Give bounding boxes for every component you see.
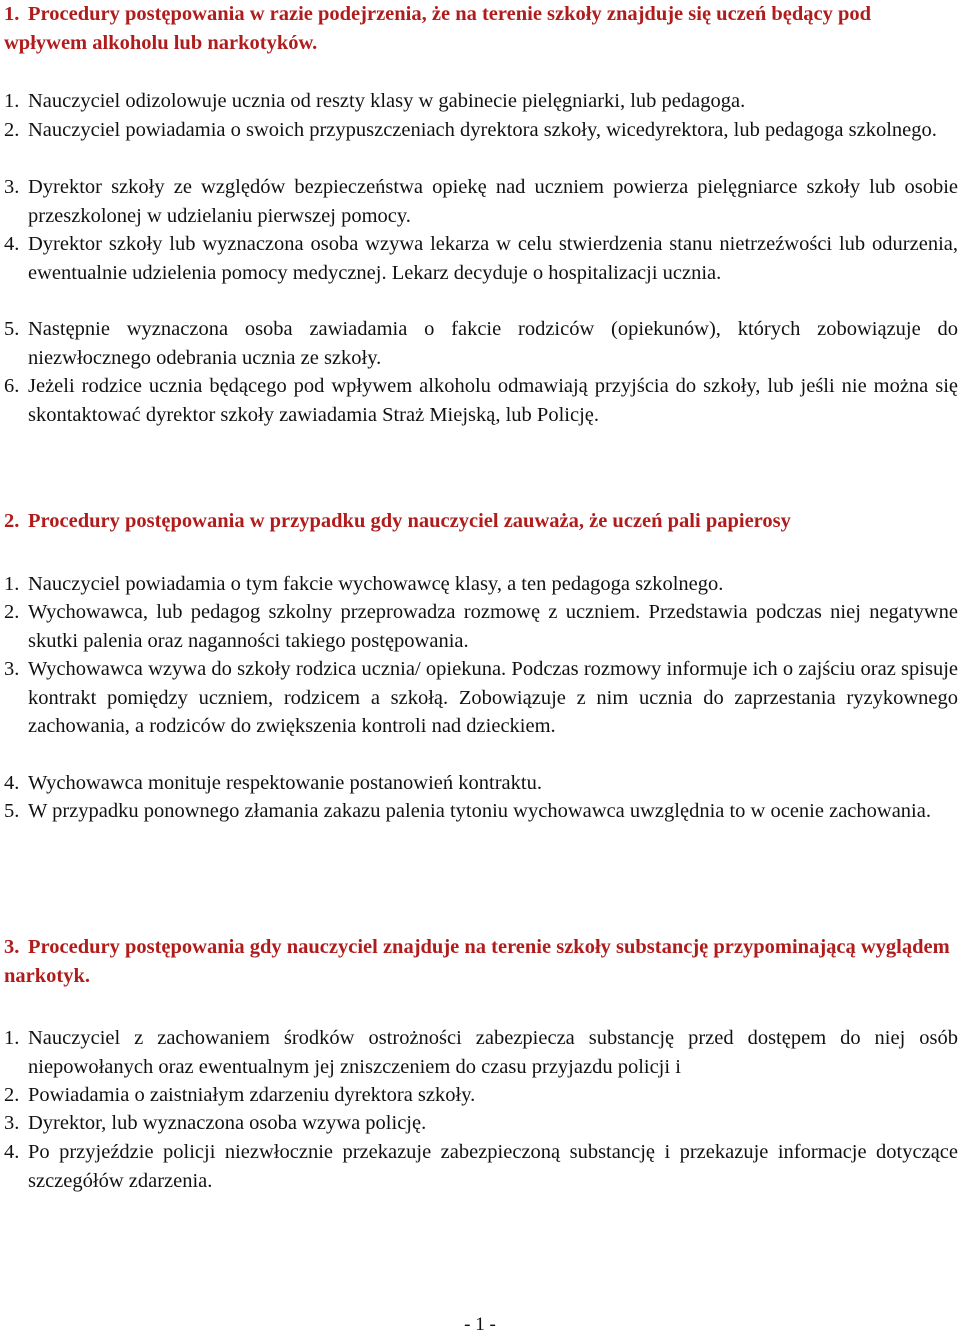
section-title: Procedury postępowania w razie podejrzenia, że na terenie szkoły znajduje się uczeń będący pod wpływem alkoholu lub narkotyków. — [4, 3, 872, 54]
item-number: 3. — [4, 658, 20, 680]
item-number: 2. — [4, 601, 20, 623]
item-text: Po przyjeździe policji niezwłocznie przekazuje zabezpieczoną substancję i przekazuje informacje dotyczące szczegółów zdarzenia. — [28, 1141, 958, 1192]
list-item — [4, 797, 958, 826]
item-number: 4. — [4, 772, 20, 794]
item-text: Nauczyciel powiadamia o tym fakcie wychowawcę klasy, a ten pedagoga szkolnego. — [28, 573, 724, 595]
list-item — [4, 173, 958, 230]
item-number: 4. — [4, 1141, 20, 1163]
item-text: Nauczyciel powiadamia o swoich przypuszczeniach dyrektora szkoły, wicedyrektora, lub pedagoga szkolnego. — [28, 119, 937, 141]
item-text: Dyrektor, lub wyznaczona osoba wzywa policję. — [28, 1112, 427, 1134]
section-number: 3. — [4, 936, 20, 958]
list-item — [4, 570, 958, 599]
section-1-heading — [4, 0, 958, 57]
list-item — [4, 1138, 958, 1195]
item-number: 2. — [4, 119, 20, 141]
item-text: Wychowawca, lub pedagog szkolny przeprowadza rozmowę z uczniem. Przedstawia podczas niej negatywne skutki palenia oraz naganności takiego postępowania. — [28, 601, 958, 652]
list-item — [4, 315, 958, 372]
item-number: 1. — [4, 90, 20, 112]
item-number: 2. — [4, 1084, 20, 1106]
list-item — [4, 655, 958, 741]
item-text: Wychowawca wzywa do szkoły rodzica ucznia/ opiekuna. Podczas rozmowy informuje ich o zajściu oraz spisuje kontrakt pomiędzy uczniem, rodzicem a szkołą. Zobowiązuje z nim ucznia do zaprzestania ryzykownego zachowania, a rodziców do zwiększenia kontroli nad dzieckiem. — [28, 658, 958, 737]
item-text: Wychowawca monituje respektowanie postanowień kontraktu. — [28, 772, 542, 794]
section-number: 1. — [4, 3, 20, 25]
item-number: 5. — [4, 800, 20, 822]
list-item — [4, 372, 958, 429]
item-text: Powiadamia o zaistniałym zdarzeniu dyrektora szkoły. — [28, 1084, 476, 1106]
item-text: Jeżeli rodzice ucznia będącego pod wpływem alkoholu odmawiają przyjścia do szkoły, lub jeśli nie można się skontaktować dyrektor szkoły zawiadamia Straż Miejską, lub Policję. — [28, 375, 958, 426]
list-item — [4, 1109, 958, 1138]
list-item — [4, 598, 958, 655]
item-number: 1. — [4, 573, 20, 595]
section-2-heading — [4, 507, 958, 536]
page-number: - 1 - — [464, 1314, 496, 1335]
list-item — [4, 1024, 958, 1081]
list-item — [4, 116, 958, 145]
item-number: 3. — [4, 176, 20, 198]
item-text: W przypadku ponownego złamania zakazu palenia tytoniu wychowawca uwzględnia to w ocenie zachowania. — [28, 800, 931, 822]
item-text: Nauczyciel z zachowaniem środków ostrożności zabezpiecza substancję przed dostępem do niej osób niepowołanych oraz ewentualnym jej zniszczeniem do czasu przyjazdu policji i — [28, 1027, 958, 1078]
item-text: Dyrektor szkoły ze względów bezpieczeństwa opiekę nad uczniem powierza pielęgniarce szkoły lub osobie przeszkolonej w udzielaniu pierwszej pomocy. — [28, 176, 958, 227]
item-number: 5. — [4, 318, 20, 340]
item-text: Następnie wyznaczona osoba zawiadamia o fakcie rodziców (opiekunów), których zobowiązuje do niezwłocznego odebrania ucznia ze szkoły. — [28, 318, 958, 369]
section-number: 2. — [4, 510, 20, 532]
list-item — [4, 230, 958, 287]
item-number: 4. — [4, 233, 20, 255]
section-3-heading — [4, 933, 958, 990]
item-number: 6. — [4, 375, 20, 397]
list-item — [4, 769, 958, 798]
list-item — [4, 1081, 958, 1110]
item-text: Dyrektor szkoły lub wyznaczona osoba wzywa lekarza w celu stwierdzenia stanu nietrzeźwości lub odurzenia, ewentualnie udzielenia pomocy medycznej. Lekarz decyduje o hospitalizacji ucznia. — [28, 233, 958, 284]
section-title: Procedury postępowania w przypadku gdy nauczyciel zauważa, że uczeń pali papierosy — [28, 510, 791, 532]
item-number: 3. — [4, 1112, 20, 1134]
list-item — [4, 87, 958, 116]
section-title: Procedury postępowania gdy nauczyciel znajduje na terenie szkoły substancję przypominającą wyglądem narkotyk. — [4, 936, 950, 987]
item-text: Nauczyciel odizolowuje ucznia od reszty klasy w gabinecie pielęgniarki, lub pedagoga. — [28, 90, 746, 112]
item-number: 1. — [4, 1027, 20, 1049]
